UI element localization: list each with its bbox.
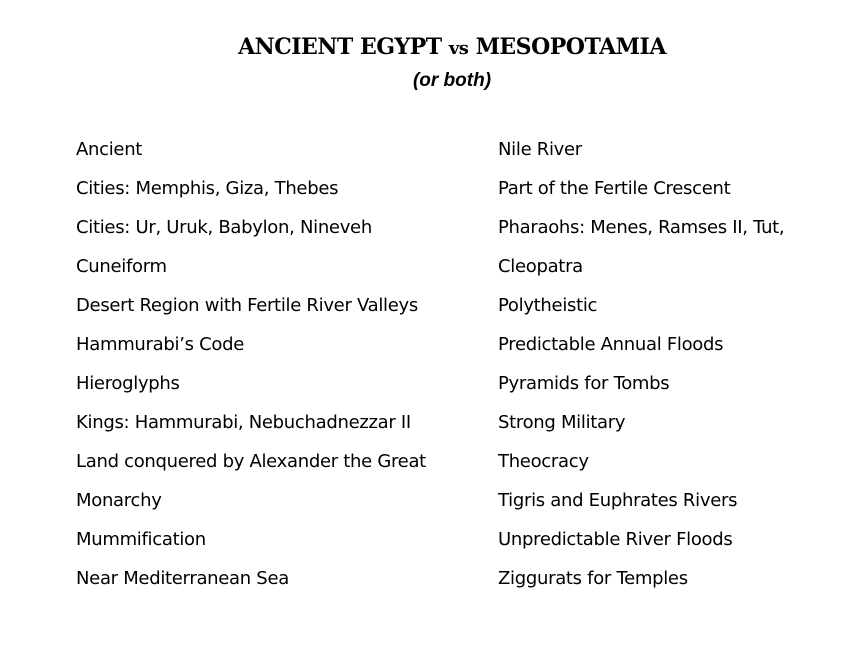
term-item: Monarchy [76, 490, 162, 511]
term-item: Nile River [498, 139, 582, 160]
term-item: Pyramids for Tombs [498, 373, 670, 394]
term-item: Desert Region with Fertile River Valleys [76, 295, 418, 316]
term-item: Polytheistic [498, 295, 598, 316]
term-item: Ziggurats for Temples [498, 568, 688, 589]
page-subtitle: (or both) [412, 70, 492, 91]
left-term-list [76, 130, 426, 598]
term-item: Theocracy [498, 451, 589, 472]
term-item: Near Mediterranean Sea [76, 568, 289, 589]
term-item: Kings: Hammurabi, Nebuchadnezzar II [76, 412, 411, 433]
term-item: Ancient [76, 139, 143, 160]
term-item: Tigris and Euphrates Rivers [498, 490, 738, 511]
term-item: Predictable Annual Floods [498, 334, 724, 355]
term-item: Hieroglyphs [76, 373, 180, 394]
right-term-list [498, 130, 784, 598]
term-item: Strong Military [498, 412, 626, 433]
term-item: Cities: Memphis, Giza, Thebes [76, 178, 339, 199]
title-egypt: ANCIENT EGYPT [238, 34, 449, 60]
page-title [0, 32, 864, 64]
title-mesopotamia: MESOPOTAMIA [468, 34, 666, 60]
term-item: Unpredictable River Floods [498, 529, 733, 550]
term-item: Cuneiform [76, 256, 167, 277]
term-item: Mummification [76, 529, 206, 550]
term-item: Land conquered by Alexander the Great [76, 451, 426, 472]
term-item: Pharaohs: Menes, Ramses II, Tut, [498, 217, 785, 238]
term-item: Cleopatra [498, 256, 583, 277]
title-vs: vs [448, 38, 469, 59]
term-item: Cities: Ur, Uruk, Babylon, Nineveh [76, 217, 372, 238]
term-item: Part of the Fertile Crescent [498, 178, 731, 199]
term-item: Hammurabi’s Code [76, 334, 245, 355]
